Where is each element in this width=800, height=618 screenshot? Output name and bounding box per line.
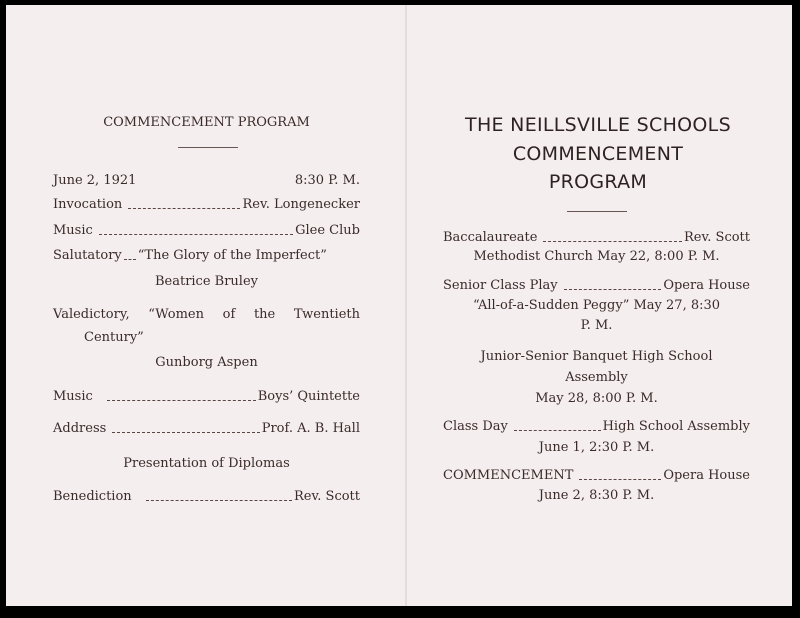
item-value: Rev. Longenecker	[242, 197, 360, 212]
program-item	[53, 489, 360, 505]
leader-dashes	[514, 430, 601, 431]
divider	[567, 211, 627, 212]
event-detail: June 1, 2:30 P. M.	[538, 440, 655, 455]
event-baccalaureate	[443, 230, 750, 246]
event-senior-play	[443, 278, 750, 294]
item-label: Address	[53, 421, 107, 436]
item-value: Prof. A. B. Hall	[261, 421, 360, 436]
event-value: Opera House	[663, 468, 750, 483]
event-label: Baccalaureate	[443, 230, 538, 245]
leader-dashes	[146, 500, 292, 501]
item-value: Boys’ Quintette	[257, 389, 360, 404]
event-value: Opera House	[663, 278, 750, 293]
program-time: 8:30 P. M.	[294, 173, 360, 188]
event-detail: June 2, 8:30 P. M.	[538, 488, 655, 503]
valedictorian: Gunborg Aspen	[155, 355, 258, 370]
item-label: Salutatory	[53, 248, 122, 263]
leader-dashes	[107, 400, 256, 401]
title-line-2: COMMENCEMENT	[512, 143, 684, 165]
title-line-3: PROGRAM	[548, 171, 648, 193]
leader-dashes	[543, 241, 682, 242]
valedictory-title-cont: Century”	[84, 330, 144, 345]
date-time-row	[53, 173, 360, 189]
item-value: Rev. Scott	[293, 489, 360, 504]
title-line-1: THE NEILLSVILLE SCHOOLS	[465, 114, 731, 136]
event-commencement	[443, 468, 750, 484]
leader-dashes	[128, 208, 240, 209]
leader-dashes	[564, 289, 662, 290]
event-value: Rev. Scott	[683, 230, 750, 245]
leader-dashes	[99, 234, 293, 235]
event-label: Senior Class Play	[443, 278, 558, 293]
leader-dashes	[579, 479, 661, 480]
program-item	[53, 389, 360, 405]
event-detail: Methodist Church May 22, 8:00 P. M.	[473, 249, 720, 264]
event-banquet: Junior-Senior Banquet High School	[480, 349, 713, 364]
valedictory-title: Valedictory, “Women of the Twentieth	[53, 307, 360, 322]
left-heading: COMMENCEMENT PROGRAM	[103, 115, 310, 130]
program-item	[53, 197, 360, 213]
divider	[178, 147, 238, 148]
event-class-day	[443, 419, 750, 435]
item-label: Benediction	[53, 489, 132, 504]
event-detail: May 28, 8:00 P. M.	[535, 391, 658, 406]
salutatorian: Beatrice Bruley	[154, 274, 259, 289]
event-label: COMMENCEMENT	[443, 468, 574, 483]
event-detail: “All-of-a-Sudden Peggy” May 27, 8:30	[472, 298, 721, 313]
item-label: Music	[53, 389, 93, 404]
leader-dashes	[124, 259, 136, 260]
item-value: Glee Club	[295, 223, 360, 238]
leader-dashes	[112, 432, 259, 433]
program-date: June 2, 1921	[53, 173, 137, 188]
event-value: High School Assembly	[602, 419, 750, 434]
page-fold	[405, 5, 407, 606]
program-item	[53, 421, 360, 437]
event-label: Class Day	[443, 419, 508, 434]
event-detail: Assembly	[565, 370, 628, 385]
program-item	[53, 223, 360, 239]
presentation-of-diplomas: Presentation of Diplomas	[123, 456, 290, 471]
item-value: “The Glory of the Imperfect”	[137, 248, 327, 263]
item-label: Invocation	[53, 197, 123, 212]
item-label: Music	[53, 223, 93, 238]
event-detail: P. M.	[580, 318, 613, 333]
program-item	[53, 248, 360, 264]
